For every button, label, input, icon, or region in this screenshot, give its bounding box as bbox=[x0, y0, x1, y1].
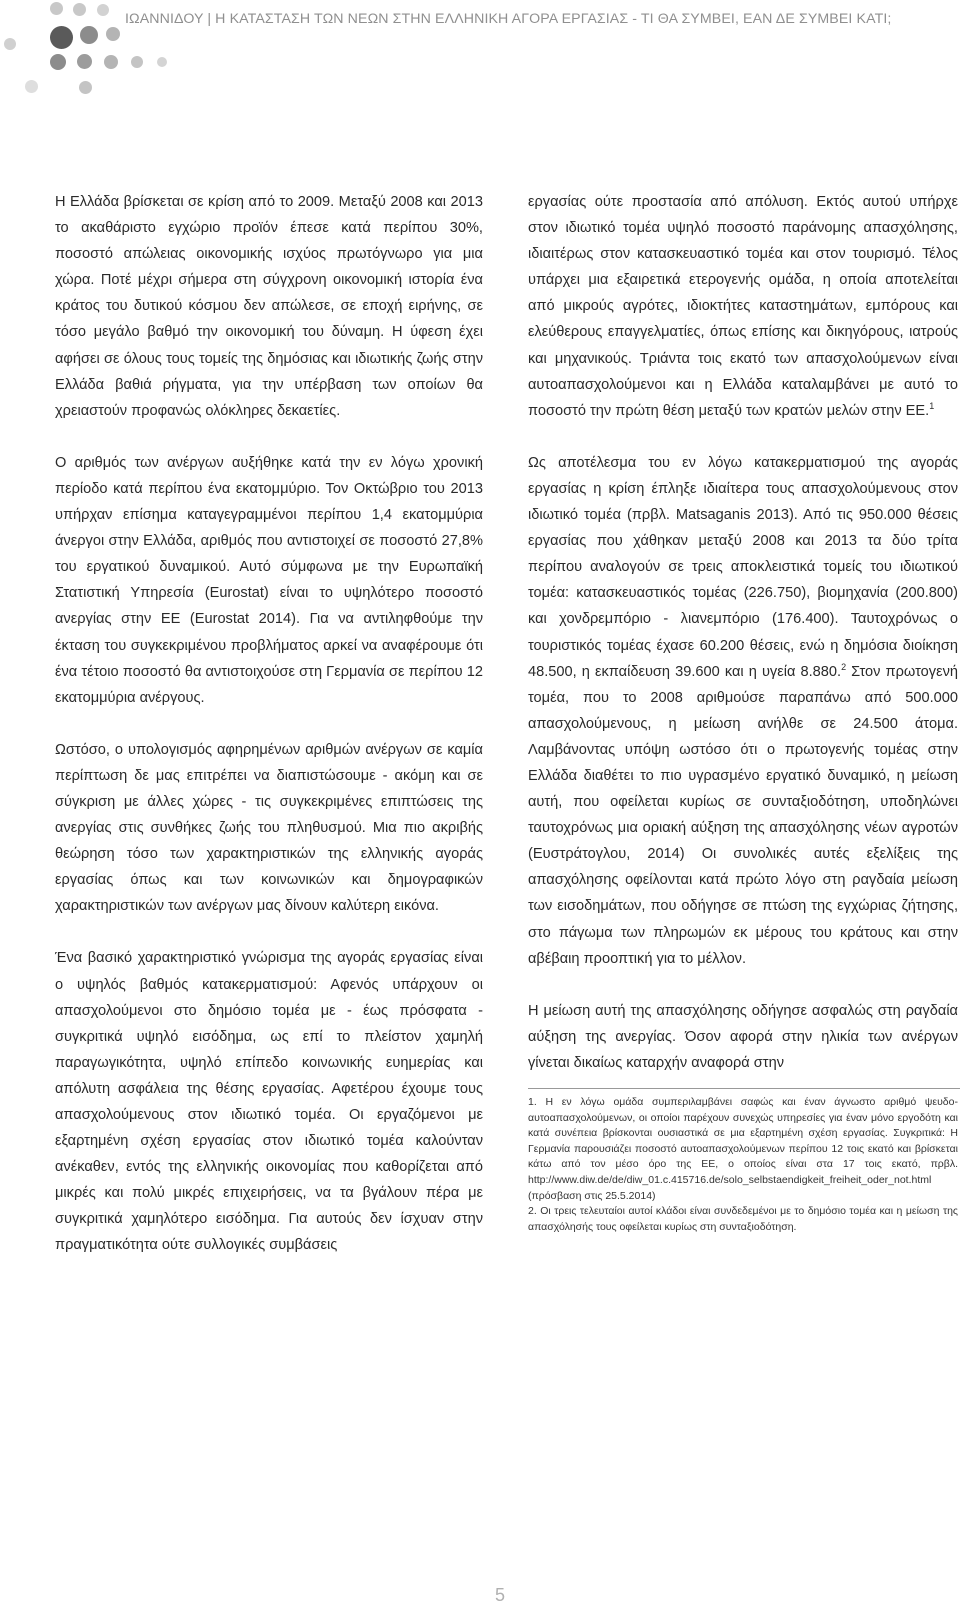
logo-dot bbox=[50, 54, 66, 70]
logo-dot bbox=[157, 57, 167, 67]
logo-dot bbox=[79, 81, 92, 94]
right-column bbox=[528, 189, 958, 1235]
logo-dot bbox=[77, 54, 92, 69]
left-column bbox=[55, 189, 483, 1285]
paragraph: Η Ελλάδα βρίσκεται σε κρίση από το 2009. Μεταξύ 2008 και 2013 το ακαθάριστο εγχώριο προϊόν έπεσε κατά περίπου 30%, ποσοστό απώλειας οικονομικής ισχύος πρωτόγνωρο για μια χώρα. Ποτέ μέχρι σήμερα στη σύγχρονη οικονομική ιστορία ένα κράτος του δυτικού κόσμου δεν απώλεσε, σε εποχή ειρήνης, σε τόσο μεγάλο βαθμό την οικονομική του δύναμη. Η ύφεση έχει αφήσει σε όλους τους τομείς της δημόσιας και ιδιωτικής ζωής στην Ελλάδα βαθιά ρήγματα, για την υπέρβαση των οποίων θα χρειαστούν προφανώς ολόκληρες δεκαετίες. bbox=[55, 194, 483, 419]
footnote-2: 2. Οι τρεις τελευταίοι αυτοί κλάδοι είναι συνδεδεμένοι με το δημόσιο τομέα και η μείωση της απασχόλησής τους οφείλεται κυρίως στη συνταξιοδότηση. bbox=[528, 1205, 958, 1233]
logo-dot bbox=[73, 3, 86, 16]
paragraph-text: εργασίας ούτε προστασία από απόλυση. Εκτός αυτού υπήρχε στον ιδιωτικό τομέα υψηλό ποσοστό παράνομης απασχόλησης, ιδιαιτέρως στον κατασκευαστικό τομέα και στον τουρισμό. Τέλος υπάρχει μια εξαιρετικά ετερογενής ομάδα, η οποία αποτελείται από μικρούς αγρότες, ιδιοκτήτες καταστημάτων, εμπόρους και ελεύθερους επαγγελματίες, όπως επίσης και δικηγόρους, ιατρούς και μηχανικούς. Τριάντα τοις εκατό των απασχολούμενων είναι αυτοαπασχολούμενοι και η Ελλάδα καταλαμβάνει με αυτό το ποσοστό την πρώτη θέση μεταξύ των κρατών μελών στην ΕΕ. bbox=[528, 194, 958, 419]
footnote-ref-2[interactable]: 2 bbox=[841, 661, 847, 672]
logo-dot bbox=[131, 56, 143, 68]
running-header-title: ΙΩΑΝΝΙΔΟΥ | Η ΚΑΤΑΣΤΑΣΗ ΤΩΝ ΝΕΩΝ ΣΤΗΝ ΕΛΛΗΝΙΚΗ ΑΓΟΡΑ ΕΡΓΑΣΙΑΣ - ΤΙ ΘΑ ΣΥΜΒΕΙ, ΕΑΝ ΔΕ ΣΥΜΒΕΙ ΚΑΤΙ; bbox=[125, 11, 892, 27]
footnote-divider bbox=[528, 1088, 960, 1089]
paragraph: Η μείωση αυτή της απασχόλησης οδήγησε ασφαλώς στη ραγδαία αύξηση της ανεργίας. Όσον αφορά στην ηλικία των ανέργων γίνεται δικαίως καταρχήν αναφορά στην bbox=[528, 1002, 958, 1071]
logo-dot bbox=[25, 80, 38, 93]
paragraph: Ωστόσο, ο υπολογισμός αφηρημένων αριθμών ανέργων σε καμία περίπτωση δε μας επιτρέπει να διαπιστώσουμε - ακόμη και σε σύγκριση με άλλες χώρες - τις συγκεκριμένες επιπτώσεις της ανεργίας στις συνθήκες ζωής του πληθυσμού. Μια πιο ακριβής θεώρηση τόσο των χαρακτηριστικών της ελληνικής αγοράς εργασίας όπως και των κοινωνικών και δημογραφικών χαρακτηριστικών των ανέργων μας δίνουν καλύτερη εικόνα. bbox=[55, 741, 483, 915]
footnote-ref-1[interactable]: 1 bbox=[929, 400, 935, 411]
paragraph: Ο αριθμός των ανέργων αυξήθηκε κατά την εν λόγω χρονική περίοδο κατά περίπου ένα εκατομμύριο. Τον Οκτώβριο του 2013 υπήρχαν επίσημα καταγεγραμμένοι περίπου 1,4 εκατομμύρια άνεργοι στην Ελλάδα, αριθμός που αντιστοιχεί σε ποσοστό 27,8% του εργατικού δυναμικού. Αυτό σύμφωνα με την Ευρωπαϊκή Στατιστική Υπηρεσία (Eurostat) είναι το υψηλότερο ποσοστό ανεργίας στην ΕΕ (Eurostat 2014). Για να αντιληφθούμε την έκταση του συγκεκριμένου προβλήματος αρκεί να αναφέρουμε ότι ένα τέτοιο ποσοστό θα αντιστοιχούσε στη Γερμανία σε περίπου 12 εκατομμύρια ανέργους. bbox=[55, 454, 483, 706]
paragraph-text: Ως αποτέλεσμα του εν λόγω κατακερματισμού της αγοράς εργασίας η κρίση έπληξε ιδιαίτερα τους απασχολούμενους στον ιδιωτικό τομέα (πρβλ. Matsaganis 2013). Από τις 950.000 θέσεις εργασίας που χάθηκαν μεταξύ 2008 και 2013 τα δύο τρίτα περίπου αναλογούν σε τρεις αποκλειστικά τομείς του ιδιωτικού τομέα: κατασκευαστικός τομέας (226.750), βιομηχανία (200.800) και χονδρεμπόριο - λιανεμπόριο (176.400). Ταυτοχρόνως ο τουριστικός τομέας έχασε 60.200 θέσεις, ενώ η δημόσια διοίκηση 48.500, η εκπαίδευση 39.600 και η υγεία 8.880. bbox=[528, 454, 958, 680]
logo-dot bbox=[50, 26, 73, 49]
paragraph: Ένα βασικό χαρακτηριστικό γνώρισμα της αγοράς εργασίας είναι ο υψηλός βαθμός κατακερματισμού: Αφενός υπάρχουν οι απασχολούμενοι στο δημόσιο τομέα με - έως πρόσφατα - συγκριτικά υψηλό εισόδημα, ως επί το πλείστον χαμηλή παραγωγικότητα, υψηλό επίπεδο κοινωνικής ευημερίας και απόλυτη ασφάλεια της θέσης εργασίας. Αφετέρου έχουμε τους απασχολούμενους στον ιδιωτικό τομέα. Οι εργαζόμενοι με εξαρτημένη σχέση εργασίας στον ιδιωτικό τομέα καλούνταν ανέκαθεν, εντός της ελληνικής οικονομίας που καθορίζεται από μικρές και πολύ μικρές επιχειρήσεις, να τα βγάλουν πέρα με συγκριτικά χαμηλότερο εισόδημα. Για αυτούς δεν ίσχυαν στην πραγματικότητα ούτε συλλογικές συμβάσεις bbox=[55, 950, 483, 1254]
logo-dot bbox=[4, 38, 16, 50]
logo-dot bbox=[97, 4, 109, 16]
logo-dot bbox=[50, 2, 63, 15]
logo-dot bbox=[80, 26, 98, 44]
footnote-1: 1. Η εν λόγω ομάδα συμπεριλαμβάνει σαφώς και έναν άγνωστο αριθμό ψευδο-αυτοαπασχολούμενων, οι οποίοι παρέχουν συνεχώς υπηρεσίες για έναν μόνο εργοδότη και κατά συνέπεια βρίσκονται ουσιαστικά σε μια εξαρτημένη σχέση εργασίας. Συγκριτικά: Η Γερμανία παρουσιάζει ποσοστό αυτοαπασχολούμενων περίπου 12 τοις εκατό και βρίσκεται κάτω από τον μέσο όρο της ΕΕ, ο οποίος είναι στα 17 τοις εκατό, πρβλ. http://www.diw.de/de/diw_01.c.415716.de/solo_selbstaendigkeit_freiheit_oder_not.html (πρόσβαση στις 25.5.2014) bbox=[528, 1096, 958, 1202]
logo-dot bbox=[104, 55, 118, 69]
paragraph bbox=[528, 450, 958, 972]
logo-dot bbox=[106, 27, 120, 41]
paragraph bbox=[528, 189, 958, 424]
paragraph-text: Στον πρωτογενή τομέα, που το 2008 αριθμούσε παραπάνω από 500.000 απασχολούμενους, η μείωση ανήλθε σε 24.500 άτομα. Λαμβάνοντας υπόψη ωστόσο ότι ο πρωτογενής τομέας στην Ελλάδα διαθέτει το πιο υγρασμένο εργατικό δυναμικό, η μείωση αυτή, που οφείλεται κυρίως σε συνταξιοδότηση, υποδηλώνει ταυτοχρόνως μια οριακή αύξηση της απασχόλησης νέων αγροτών (Ευστράτογλου, 2014) Οι συνολικές αυτές εξελίξεις της απασχόλησης οφείλονται κατά πρώτο λόγο στη ραγδαία μείωση των εισοδημάτων, που οδήγησε σε πτώση της εγχώριας ζήτησης, στο πάγωμα των πληρωμών εκ μέρους του κράτους και στην αβέβαιη προοπτική για το μέλλον. bbox=[528, 663, 958, 967]
page-number: 5 bbox=[494, 1585, 505, 1605]
